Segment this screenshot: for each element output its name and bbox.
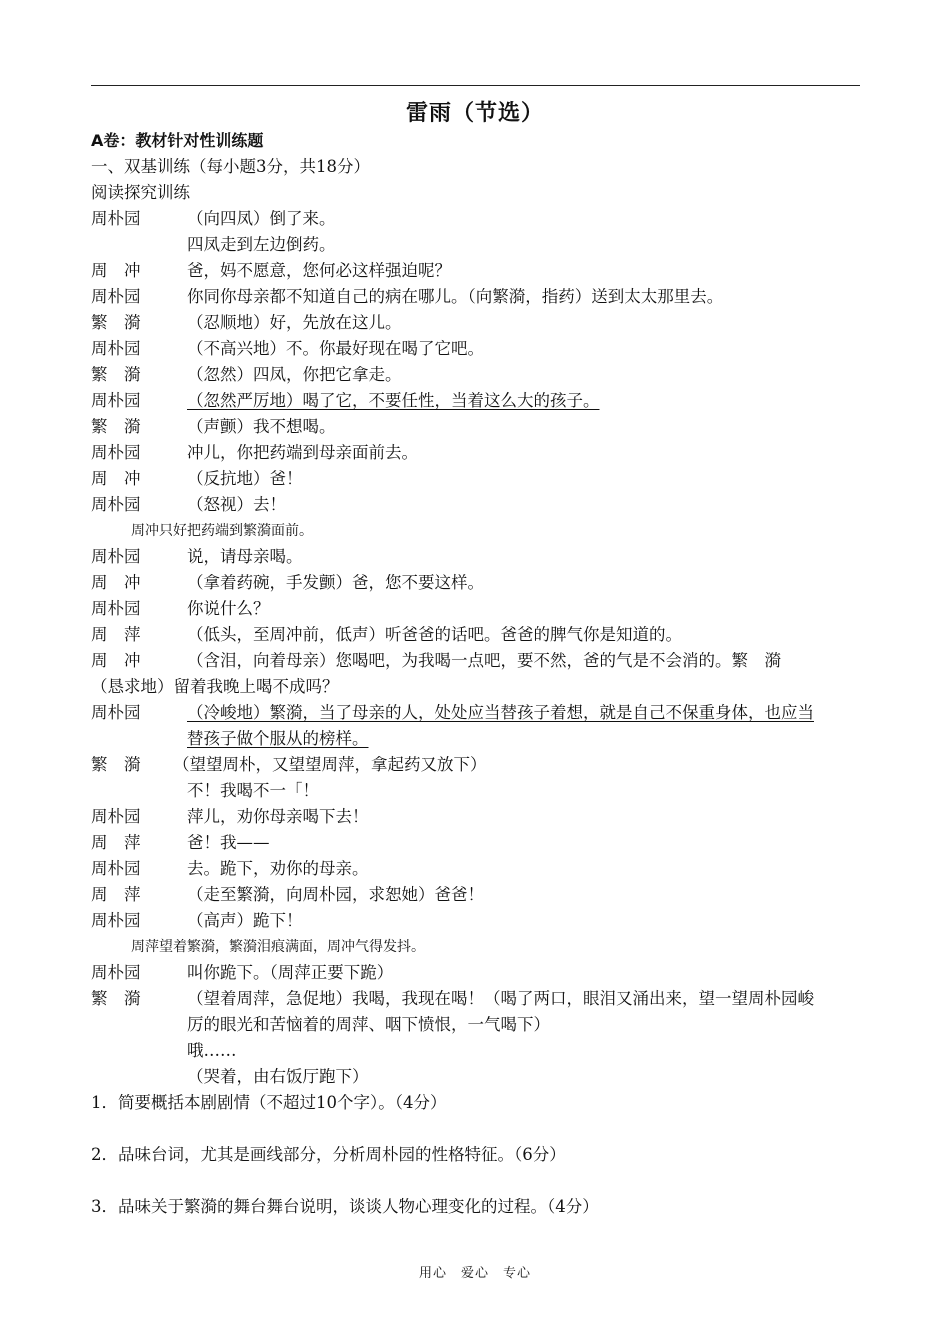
speaker: 周朴园 [91,209,141,228]
question-item: 3．品味关于繁漪的舞台舞台说明，谈谈人物心理变化的过程。（4分） [91,1197,599,1216]
dialogue-line-underlined [91,700,863,726]
line-continuation [91,726,863,752]
line-text: （望着周萍，急促地）我喝，我现在喝！（喝了两口，眼泪又涌出来，望一望周朴园峻 [187,989,814,1008]
speaker: 繁 漪 [91,755,141,774]
dialogue-line [91,882,863,908]
header-rule [91,85,860,86]
line-continuation: （恳求地）留着我晚上喝不成吗？ [91,677,339,696]
dialogue-line [91,336,863,362]
dialogue-line [91,570,863,596]
speaker: 周朴园 [91,495,141,514]
underlined-line-text: （冷峻地）繁漪，当了母亲的人，处处应当替孩子着想，就是自己不保重身体，也应当 [187,703,814,722]
underlined-line-text: （忽然严厉地）喝了它，不要任性，当着这么大的孩子。 [187,391,600,410]
dialogue-line [91,414,863,440]
line-text: （怒视）去！ [187,495,286,514]
line-text: 说，请母亲喝。 [187,547,303,566]
line-text: （拿着药碗，手发颤）爸，您不要这样。 [187,573,484,592]
document-body [91,128,863,1220]
speaker: 繁 漪 [91,365,141,384]
dialogue-line [91,440,863,466]
dialogue-line [91,544,863,570]
speaker: 周朴园 [91,911,141,930]
speaker: 繁 漪 [91,313,141,332]
line-text: （高声）跪下！ [187,911,303,930]
page-title: 雷雨（节选） [405,101,544,126]
reading-heading: 阅读探究训练 [91,183,190,202]
line-text: （走至繁漪，向周朴园，求恕她）爸爸！ [187,885,484,904]
dialogue-line [91,258,863,284]
speaker: 周 萍 [91,833,141,852]
line-text: （向四凤）倒了来。 [187,209,336,228]
dialogue-line [91,856,863,882]
page-footer: 用心 爱心 专心 [418,1266,531,1281]
speaker: 周 冲 [91,651,141,670]
dialogue-line [91,206,863,232]
dialogue-line [91,362,863,388]
line-continuation: 哦…… [187,1041,237,1060]
line-text: 冲儿，你把药端到母亲面前去。 [187,443,418,462]
line-continuation: 不！我喝不一「！ [187,781,319,800]
dialogue-line [91,622,863,648]
speaker: 周 萍 [91,625,141,644]
line-text: （望望周朴，又望望周萍，拿起药又放下） [173,755,487,774]
line-text: 你说什么？ [187,599,270,618]
dialogue-line [91,492,863,518]
speaker: 周 萍 [91,885,141,904]
speaker: 周朴园 [91,287,141,306]
speaker: 周朴园 [91,599,141,618]
speaker: 周 冲 [91,469,141,488]
line-text: 四凤走到左边倒药。 [187,235,336,254]
stage-direction: 周冲只好把药端到繁漪面前。 [131,523,313,539]
line-text: （反抗地）爸！ [187,469,303,488]
speaker: 周朴园 [91,963,141,982]
speaker: 周朴园 [91,391,141,410]
dialogue-line [91,648,863,674]
question-list [91,1090,863,1220]
line-text: （低头，至周冲前，低声）听爸爸的话吧。爸爸的脾气你是知道的。 [187,625,682,644]
line-text: （声颤）我不想喝。 [187,417,336,436]
dialogue-line [91,466,863,492]
dialogue-line [91,960,863,986]
dialogue-line [91,986,863,1012]
question-item: 2．品味台词，尤其是画线部分，分析周朴园的性格特征。（6分） [91,1145,566,1164]
speaker: 周朴园 [91,443,141,462]
dialogue-line [91,596,863,622]
line-text: 叫你跪下。（周萍正要下跪） [187,963,394,982]
line-text: 爸，妈不愿意，您何必这样强迫呢？ [187,261,451,280]
line-text: （不高兴地）不。你最好现在喝了它吧。 [187,339,484,358]
line-text: （含泪，向着母亲）您喝吧，为我喝一点吧，要不然，爸的气是不会消的。繁 漪 [187,651,781,670]
speaker: 周 冲 [91,573,141,592]
speaker: 周朴园 [91,703,141,722]
dialogue-line [91,908,863,934]
line-text: 你同你母亲都不知道自己的病在哪儿。（向繁漪，指药）送到太太那里去。 [187,287,724,306]
dialogue-line [91,804,863,830]
dialogue-line [91,830,863,856]
speaker: 繁 漪 [91,989,141,1008]
part-heading: 一、双基训练（每小题3分，共18分） [91,157,370,176]
line-continuation: 厉的眼光和苦恼着的周萍、咽下愤恨，一气喝下） [187,1015,550,1034]
dialogue-line-underlined [91,388,863,414]
speaker: 周朴园 [91,807,141,826]
line-continuation: （哭着，由右饭厅跑下） [187,1067,369,1086]
line-text: 萍儿，劝你母亲喝下去！ [187,807,369,826]
underlined-line-text: 替孩子做个服从的榜样。 [187,729,369,748]
speaker: 周 冲 [91,261,141,280]
question-item: 1．简要概括本剧剧情（不超过10个字）。（4分） [91,1093,447,1112]
line-text: 去。跪下，劝你的母亲。 [187,859,369,878]
speaker: 周朴园 [91,339,141,358]
section-heading: A卷：教材针对性训练题 [91,131,264,150]
dialogue-line [91,232,863,258]
line-text: （忽然）四凤，你把它拿走。 [187,365,402,384]
dialogue-line [91,310,863,336]
line-text: （忍顺地）好，先放在这儿。 [187,313,402,332]
line-text: 爸！我—— [187,833,270,852]
dialogue-line [91,284,863,310]
speaker: 繁 漪 [91,417,141,436]
dialogue-line [91,752,863,778]
speaker: 周朴园 [91,859,141,878]
speaker: 周朴园 [91,547,141,566]
stage-direction: 周萍望着繁漪，繁漪泪痕满面，周冲气得发抖。 [131,939,425,955]
